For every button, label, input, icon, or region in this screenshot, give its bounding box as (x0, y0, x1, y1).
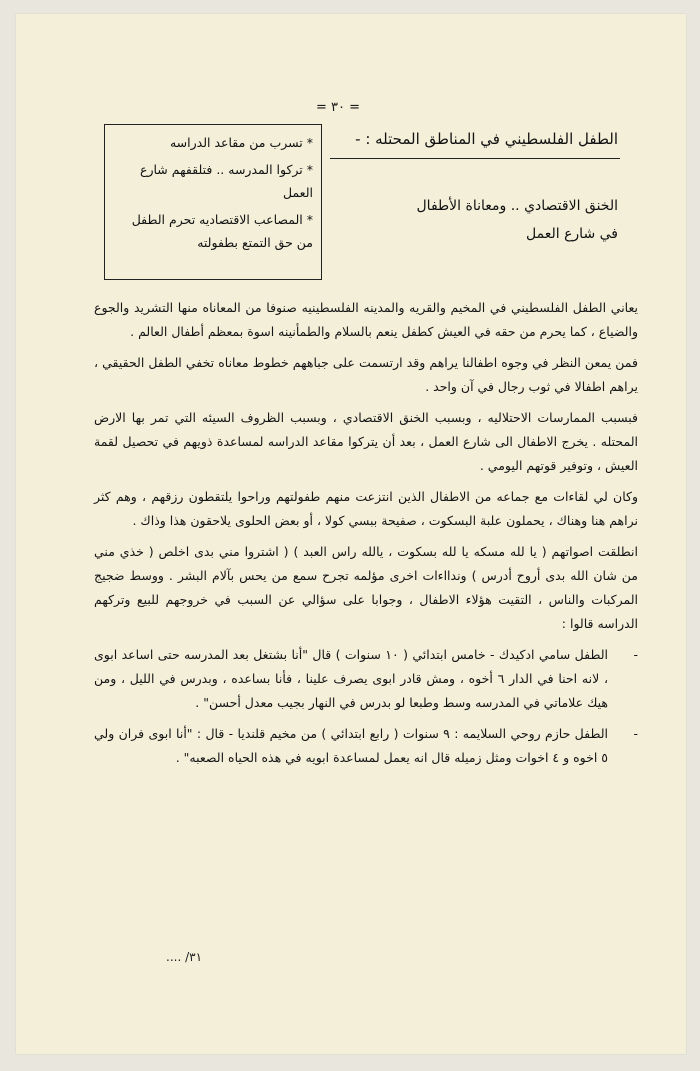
page-title: الطفل الفلسطيني في المناطق المحتله : - (355, 130, 618, 148)
dash-marker: - (633, 647, 638, 662)
highlight-item-3: * المصاعب الاقتصاديه تحرم الطفل من حق التمتع بطفولته (131, 212, 313, 250)
paragraph-3: فبسبب الممارسات الاحتلاليه ، وبسبب الخنق الاقتصادي ، وبسبب الظروف السيئه التي تمر بها الارض المحتله . يخرج الاطفال الى شارع العمل ، بعد أن يتركوا مقاعد الدراسه لمساعدة ذويهم في تحصيل لقمة العيش ، وتوفير قوتهم اليومي . (94, 410, 638, 473)
page-footer: ٣١/ .... (166, 950, 203, 964)
subtitle (298, 192, 618, 248)
highlight-item-2: * تركوا المدرسه .. فتلقفهم شارع العمل (140, 162, 313, 200)
quote-1-text: الطفل سامي ادكيدك - خامس ابتدائي ( ١٠ سنوات ) قال "أنا بشتغل بعد المدرسه حتى اساعد ابوى ، لانه احنا في الدار ٦ أخوه ، ومش قادر ابوى يصرف علينا ، فأنا بساعده ، وبدرس في الليل ، ومن هيك علاماتي في المدرسه وسط وطبعا لو بدرس في النهار بجيب معدل أحسن" . (94, 647, 608, 710)
subtitle-line-1: الخنق الاقتصادي .. ومعاناة الأطفال (416, 198, 618, 214)
highlights-box (104, 124, 322, 280)
page-number: = ٣٠ = (316, 100, 361, 115)
dash-marker: - (633, 726, 638, 741)
title-underline (330, 158, 620, 159)
paragraph-5: انطلقت اصواتهم ( يا لله مسكه يا لله بسكوت ، يالله راس العبد ) ( اشتروا مني بدى اخلص ( خذي مني من شان الله بدى أروح أدرس ) وندااءات اخرى مؤلمه تجرح سمع من يحس بآلام البشر . ووسط ضجيج المركبات والناس ، التقيت هؤلاء الاطفال ، وجوابا على سؤالي عن السبب في خروجهم للبيع وتركهم الدراسه قالوا : (94, 544, 638, 631)
subtitle-line-2: في شارع العمل (526, 226, 618, 242)
quote-1 (94, 643, 638, 715)
paragraph-2: فمن يمعن النظر في وجوه اطفالنا يراهم وقد ارتسمت على جباههم خطوط معاناه تخفي الطفل الحقيقي ، يراهم اطفالا في ثوب رجال في آن واحد . (94, 355, 638, 394)
highlight-item-1: * تسرب من مقاعد الدراسه (169, 135, 313, 150)
article-body (94, 296, 638, 773)
quote-2-text: الطفل حازم روحي السلايمه : ٩ سنوات ( رابع ابتدائي ) من مخيم قلنديا - قال : "أنا ابوى فران ولي ٥ اخوه و ٤ اخوات ومثل زميله قال انه يعمل لمساعدة ابويه في هذه الحياه الصعبه" . (94, 726, 608, 765)
quote-2 (94, 722, 638, 770)
paragraph-4: وكان لي لقاءات مع جماعه من الاطفال الذين انتزعت منهم طفولتهم وراحوا يلتقطون رزقهم ، وهم كثر نراهم هنا وهناك ، يحملون علبة البسكوت ، صفيحة ببسي كولا ، أو بعض الحلوى يلاحقون هذا وذاك . (94, 489, 638, 528)
document-page (16, 14, 686, 1054)
paragraph-1: يعاني الطفل الفلسطيني في المخيم والقريه والمدينه الفلسطينيه صنوفا من المعاناه منها التشريد والجوع والضياع ، كما يحرم من حقه في العيش كطفل ينعم بالسلام والطمأنينه اسوة بمعظم أطفال العالم . (94, 300, 638, 339)
